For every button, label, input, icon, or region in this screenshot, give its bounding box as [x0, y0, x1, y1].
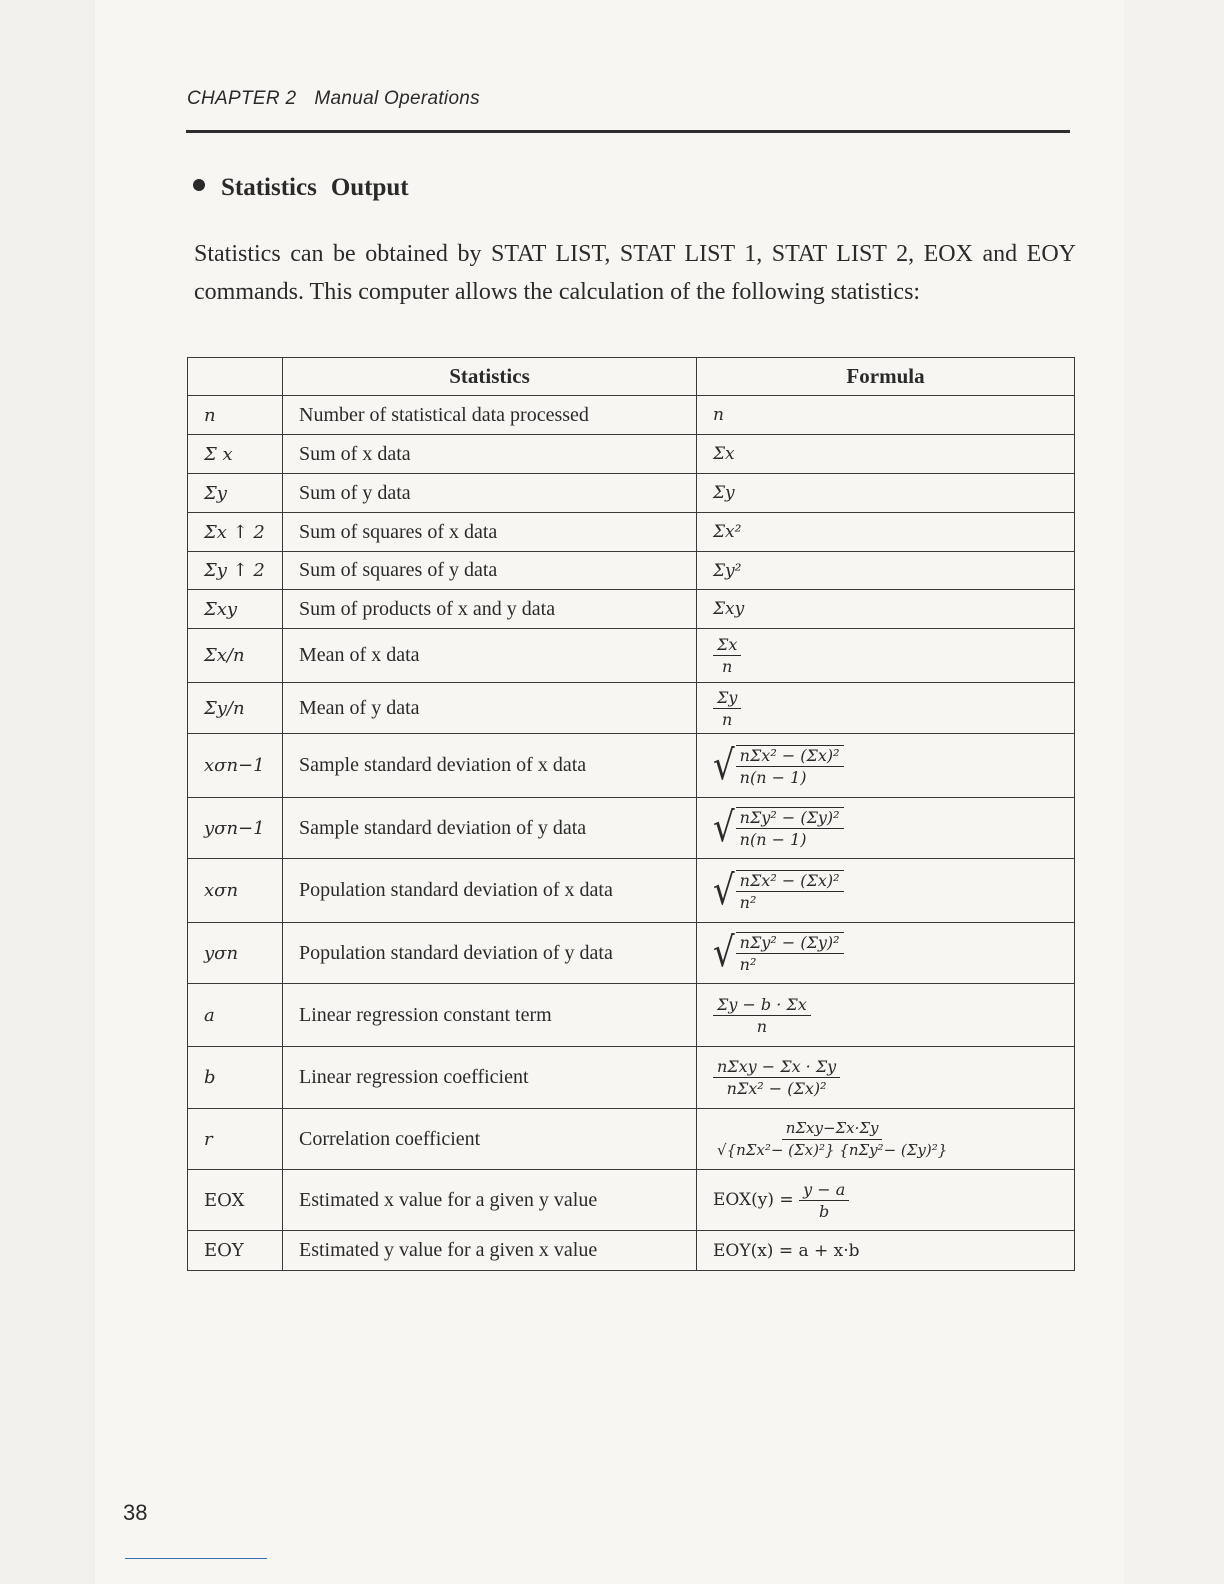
formula-denominator: n: [722, 657, 733, 676]
formula-sqrt: [713, 804, 844, 852]
row-statistic: Mean of y data: [299, 696, 420, 719]
page-edge-right: [1124, 0, 1224, 1584]
row-statistic: Sum of x data: [299, 442, 411, 465]
row-symbol: yσn: [204, 942, 239, 964]
row-formula: Σxy: [713, 599, 745, 619]
row-symbol: EOX: [204, 1189, 245, 1211]
header-statistics: Statistics: [283, 358, 697, 396]
row-statistic: Sample standard deviation of x data: [299, 754, 587, 776]
row-symbol: n: [204, 404, 216, 426]
table-row: [188, 683, 1075, 734]
table-row: [188, 1047, 1075, 1109]
table-row: [188, 513, 1075, 552]
row-formula: Σy²: [713, 560, 742, 581]
page-edge-left: [0, 0, 95, 1584]
table-row: [188, 984, 1075, 1047]
formula-fraction: [713, 995, 811, 1036]
formula-fraction: [713, 635, 741, 676]
header-formula: Formula: [697, 358, 1075, 396]
row-statistic: Sample standard deviation of y data: [299, 816, 587, 839]
formula-numerator: nΣxy−Σx·Σy: [782, 1119, 883, 1140]
table-row: [188, 1170, 1075, 1231]
formula-denominator: n²: [739, 892, 757, 912]
formula-denominator: n: [756, 1016, 768, 1036]
table-row: [188, 923, 1075, 984]
row-statistic: Linear regression coefficient: [299, 1066, 529, 1088]
table-header-row: [188, 358, 1075, 396]
radical-icon: √: [713, 866, 735, 915]
page-number: 38: [123, 1500, 148, 1525]
table-row: [188, 734, 1075, 798]
formula-numerator: nΣx² − (Σx)²: [736, 871, 844, 892]
row-symbol: Σxy: [204, 598, 238, 620]
row-symbol: Σx/n: [204, 645, 245, 666]
radical-icon: √: [717, 1140, 727, 1159]
table-row: [188, 1231, 1075, 1271]
row-symbol: EOY: [204, 1240, 244, 1261]
row-formula: Σx²: [713, 522, 742, 542]
formula-numerator: Σx: [713, 635, 741, 656]
bullet-icon: [193, 179, 205, 191]
row-symbol: xσn: [204, 880, 239, 901]
row-formula: Σy: [713, 483, 735, 503]
radical-icon: √: [713, 929, 735, 977]
section-title: [193, 174, 409, 202]
row-formula: EOY(x) = a + x·b: [713, 1240, 860, 1261]
statistics-table: [187, 357, 1075, 1271]
row-statistic: Population standard deviation of x data: [299, 879, 613, 901]
running-head: [187, 88, 480, 110]
formula-fraction: [713, 688, 741, 729]
section-title-word2: Output: [330, 174, 409, 201]
table-row: [188, 798, 1075, 859]
row-symbol: Σy/n: [204, 697, 245, 719]
row-symbol: xσn−1: [204, 755, 265, 776]
chapter-title: Manual Operations: [314, 88, 480, 109]
formula-lhs: EOX(y) =: [713, 1189, 794, 1210]
row-statistic: Sum of squares of x data: [299, 520, 498, 543]
formula-sqrt: [713, 929, 844, 977]
table-row: [188, 435, 1075, 474]
formula-denominator: n²: [739, 955, 757, 974]
formula-numerator: Σy − b · Σx: [713, 995, 811, 1016]
row-symbol: yσn−1: [204, 817, 265, 839]
table-row: [188, 474, 1075, 513]
row-statistic: Sum of y data: [299, 481, 411, 504]
formula-numerator: Σy: [713, 688, 741, 709]
table-row: [188, 1109, 1075, 1170]
row-statistic: Sum of products of x and y data: [299, 597, 556, 620]
chapter-label: CHAPTER 2: [187, 88, 297, 109]
row-formula: Σx: [713, 444, 735, 464]
row-symbol: a: [204, 1004, 215, 1026]
radical-icon: √: [713, 741, 735, 790]
header-symbol: [188, 358, 283, 396]
formula-numerator: y − a: [799, 1180, 849, 1201]
row-symbol: b: [204, 1067, 216, 1088]
formula-denominator: n(n − 1): [739, 830, 807, 849]
row-formula: n: [713, 405, 724, 425]
formula-fraction: [799, 1180, 849, 1221]
formula-numerator: nΣy² − (Σy)²: [736, 933, 844, 954]
formula-denominator: {nΣx²− (Σx)²} {nΣy²− (Σy)²}: [726, 1140, 948, 1159]
row-symbol: Σ x: [204, 443, 233, 465]
intro-paragraph: Statistics can be obtained by STAT LIST, STAT LIST 1, STAT LIST 2, EOX and EOY commands. This computer allows the calculation of the following statistics:: [194, 241, 1076, 305]
row-statistic: Correlation coefficient: [299, 1127, 481, 1150]
row-symbol: Σy: [204, 482, 227, 504]
formula-sqrt: [713, 741, 844, 790]
formula-denominator: n(n − 1): [739, 767, 807, 787]
row-statistic: Estimated y value for a given x value: [299, 1239, 598, 1261]
table-row: [188, 629, 1075, 683]
table-row: [188, 590, 1075, 629]
row-symbol: Σx ↑ 2: [204, 521, 265, 543]
formula-numerator: nΣy² − (Σy)²: [736, 808, 844, 829]
row-symbol: Σy ↑ 2: [204, 560, 265, 581]
row-statistic: Mean of x data: [299, 644, 420, 666]
row-statistic: Number of statistical data processed: [299, 403, 589, 426]
table-row: [188, 396, 1075, 435]
radical-icon: √: [713, 804, 735, 852]
row-statistic: Population standard deviation of y data: [299, 941, 613, 964]
table-row: [188, 859, 1075, 923]
formula-fraction: [713, 1119, 951, 1160]
table-row: [188, 552, 1075, 590]
formula-fraction: [713, 1057, 840, 1098]
formula-denominator: nΣx² − (Σx)²: [726, 1079, 827, 1098]
formula-numerator: nΣxy − Σx · Σy: [713, 1057, 840, 1078]
footer-rule: [125, 1558, 267, 1559]
header-rule: [186, 130, 1070, 133]
formula-denominator: b: [819, 1201, 830, 1221]
row-statistic: Sum of squares of y data: [299, 559, 498, 581]
section-title-word1: Statistics: [221, 174, 317, 201]
formula-denominator: n: [722, 709, 733, 729]
formula-numerator: nΣx² − (Σx)²: [736, 746, 844, 767]
formula-sqrt: [713, 866, 844, 915]
row-statistic: Estimated x value for a given y value: [299, 1188, 598, 1211]
row-symbol: r: [204, 1128, 213, 1150]
row-statistic: Linear regression constant term: [299, 1003, 552, 1026]
